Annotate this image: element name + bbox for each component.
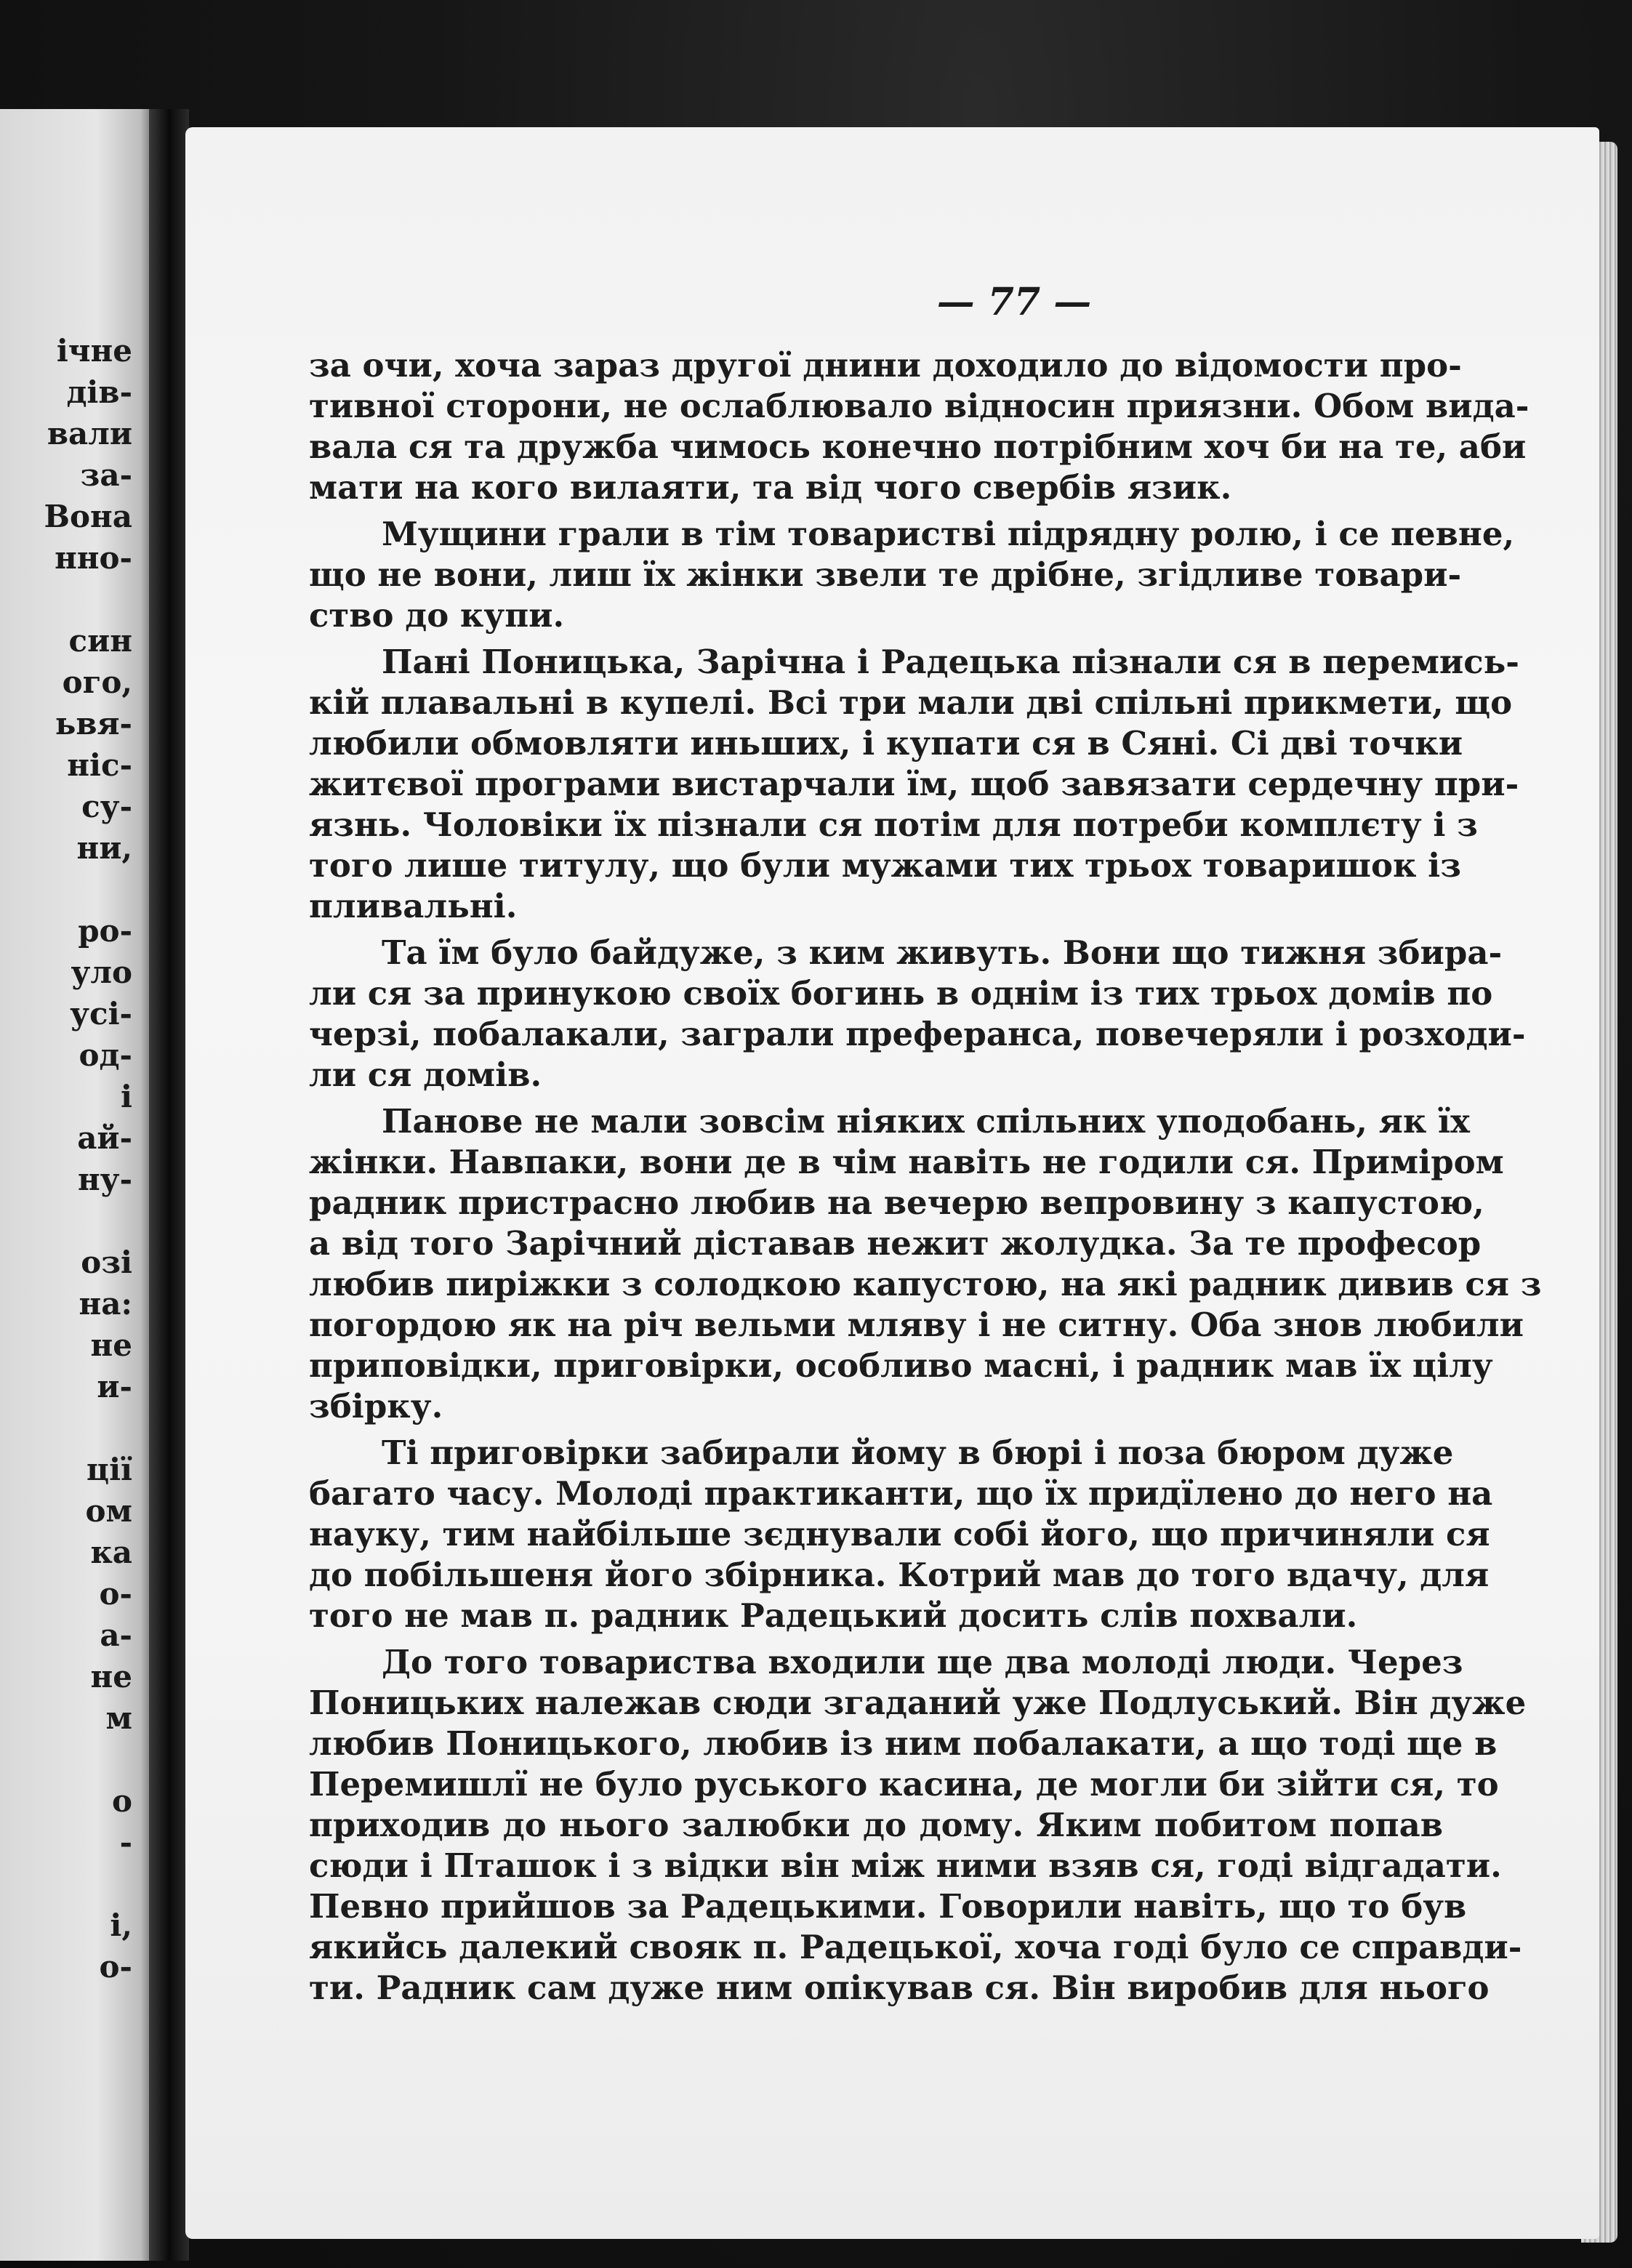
- left-page-fragment: о: [111, 1783, 132, 1819]
- left-page-fragment: ну-: [77, 1162, 132, 1197]
- left-page-fragment: ни,: [76, 830, 132, 866]
- paragraph: [309, 1101, 1542, 1427]
- left-page-fragment: уло: [71, 954, 132, 990]
- text-line: радник пристрасно любив на вечерю вепровину з капустою,: [309, 1183, 1484, 1222]
- left-page-fragment: ом: [85, 1493, 132, 1529]
- text-line: Та їм було байдуже, з ким живуть. Вони що тижня збира-: [382, 933, 1503, 972]
- page-text: [309, 345, 1542, 2008]
- paragraph: [309, 642, 1519, 927]
- text-line: Пані Поницька, Зарічна і Радецька пізнали ся в перемись-: [382, 643, 1519, 681]
- text-line: тивної сторони, не ослаблювало відносин приязни. Обом вида-: [309, 387, 1530, 425]
- text-line: житєвої програми вистарчали їм, щоб завязати сердечну при-: [309, 765, 1519, 803]
- text-line: за очи, хоча зараз другої днини доходило до відомости про-: [309, 346, 1462, 385]
- book-page: [185, 127, 1599, 2239]
- left-page-fragment: не: [90, 1327, 132, 1363]
- text-line: Перемишлї не було руського касина, де могли би зійти ся, то: [309, 1765, 1499, 1803]
- text-line: того не мав п. радник Радецький досить слів похвали.: [309, 1596, 1358, 1635]
- text-line: до побільшеня його збірника. Котрий мав до того вдачу, для: [309, 1556, 1490, 1594]
- left-page-fragment: ічне: [56, 333, 132, 369]
- left-page-fragment: а-: [100, 1617, 132, 1653]
- text-line: жінки. Навпаки, вони де в чім навіть не годили ся. Приміром: [309, 1143, 1504, 1181]
- text-line: Поницьких належав сюди згаданий уже Подлуський. Він дуже: [309, 1684, 1527, 1722]
- paragraph: [309, 933, 1526, 1095]
- left-page-fragment: Вона: [44, 499, 132, 534]
- left-page-fragment: за-: [80, 457, 132, 493]
- left-page-fragment: на:: [79, 1286, 132, 1322]
- left-page-fragment: о-: [99, 1949, 132, 1984]
- left-page-fragment: м: [105, 1700, 132, 1736]
- text-line: науку, тим найбільше зєднували собі його, що причиняли ся: [309, 1515, 1490, 1553]
- left-page-fragment: и-: [97, 1369, 132, 1404]
- text-line: Ті приговірки забирали йому в бюрі і поза бюром дуже: [382, 1433, 1454, 1472]
- text-line: що не вони, лиш їх жінки звели те дрібне, згідливе товари-: [309, 555, 1462, 594]
- left-page-fragment: ьвя-: [55, 706, 132, 741]
- text-line: а від того Зарічний діставав нежит жолудка. За те професор: [309, 1224, 1482, 1263]
- paragraph: [309, 1433, 1493, 1636]
- text-line: Панове не мали зовсім ніяких спільних уподобань, як їх: [382, 1102, 1470, 1141]
- text-line: ли ся за принукою своїх богинь в однім із тих трьох домів по: [309, 974, 1493, 1013]
- left-page-fragment: дів-: [66, 374, 132, 410]
- text-line: Мущини грали в тім товаристві підрядну ролю, і се певне,: [382, 515, 1515, 553]
- left-page-fragment: ро-: [78, 913, 132, 949]
- text-line: любили обмовляти иньших, і купати ся в Сяні. Сі дві точки: [309, 724, 1463, 763]
- text-line: ство до купи.: [309, 596, 565, 635]
- text-line: якийсь далекий свояк п. Радецької, хоча годі було се справди-: [309, 1928, 1522, 1966]
- text-line: ти. Радник сам дуже ним опікував ся. Він виробив для нього: [309, 1969, 1490, 2007]
- text-line: любив Поницького, любив із ним побалакати, а що тоді ще в: [309, 1724, 1498, 1763]
- text-line: мати на кого вилаяти, та від чого свербів язик.: [309, 468, 1232, 507]
- text-line: сюди і Пташок і з відки він між ними взяв ся, годі відгадати.: [309, 1846, 1502, 1885]
- paragraph: [309, 1642, 1527, 2008]
- left-page-fragment: і,: [110, 1907, 132, 1943]
- left-page-fragment: од-: [79, 1037, 132, 1073]
- text-line: Певно прийшов за Радецькими. Говорили навіть, що то був: [309, 1887, 1467, 1926]
- text-line: вала ся та дружба чимось конечно потрібним хоч би на те, аби: [309, 427, 1527, 466]
- left-page-fragment: і: [121, 1079, 132, 1114]
- left-page-fragment: ого,: [62, 664, 132, 700]
- left-page-fragment: о-: [99, 1576, 132, 1612]
- text-line: язнь. Чоловіки їх пізнали ся потім для потреби комплєту і з: [309, 805, 1478, 844]
- text-line: збірку.: [309, 1387, 443, 1425]
- text-line: приповідки, приговірки, особливо масні, і радник мав їх цілу: [309, 1346, 1493, 1385]
- left-page-fragment: озі: [81, 1244, 132, 1280]
- left-page-fragment: -: [119, 1825, 132, 1860]
- left-page-fragment: ніс-: [67, 747, 132, 783]
- left-page-fragment: син: [68, 623, 132, 659]
- text-line: До того товариства входили ще два молоді люди. Через: [382, 1643, 1463, 1681]
- text-line: того лише титулу, що були мужами тих трьох товаришок із: [309, 846, 1461, 885]
- text-line: погордою як на річ вельми мляву і не ситну. Оба знов любили: [309, 1306, 1524, 1344]
- book-gutter: [149, 109, 189, 2261]
- paragraph: [309, 345, 1530, 508]
- left-page-fragment: су-: [81, 789, 132, 824]
- left-page-fragment: вали: [47, 416, 132, 451]
- left-page-fragment: ка: [90, 1535, 132, 1570]
- text-line: любив пиріжки з солодкою капустою, на які радник дивив ся з: [309, 1265, 1542, 1303]
- left-page-fragment: ай-: [77, 1120, 132, 1156]
- left-page-fragment: усі-: [70, 996, 132, 1032]
- text-line: ли ся домів.: [309, 1055, 542, 1094]
- text-line: черзі, побалакали, заграли преферанса, повечеряли і розходи-: [309, 1015, 1526, 1053]
- page-number: — 77 —: [936, 280, 1092, 324]
- paragraph: [309, 514, 1515, 636]
- text-line: пливальні.: [309, 887, 518, 925]
- previous-page-sliver: [0, 109, 160, 2261]
- left-page-fragment: нно-: [55, 540, 132, 576]
- text-line: кій плавальні в купелі. Всі три мали дві спільні прикмети, що: [309, 683, 1513, 722]
- left-page-fragment: ції: [87, 1452, 132, 1487]
- text-line: багато часу. Молоді практиканти, що їх придїлено до него на: [309, 1474, 1493, 1513]
- left-page-fragment: не: [90, 1659, 132, 1694]
- text-line: приходив до нього залюбки до дому. Яким побитом попав: [309, 1806, 1443, 1844]
